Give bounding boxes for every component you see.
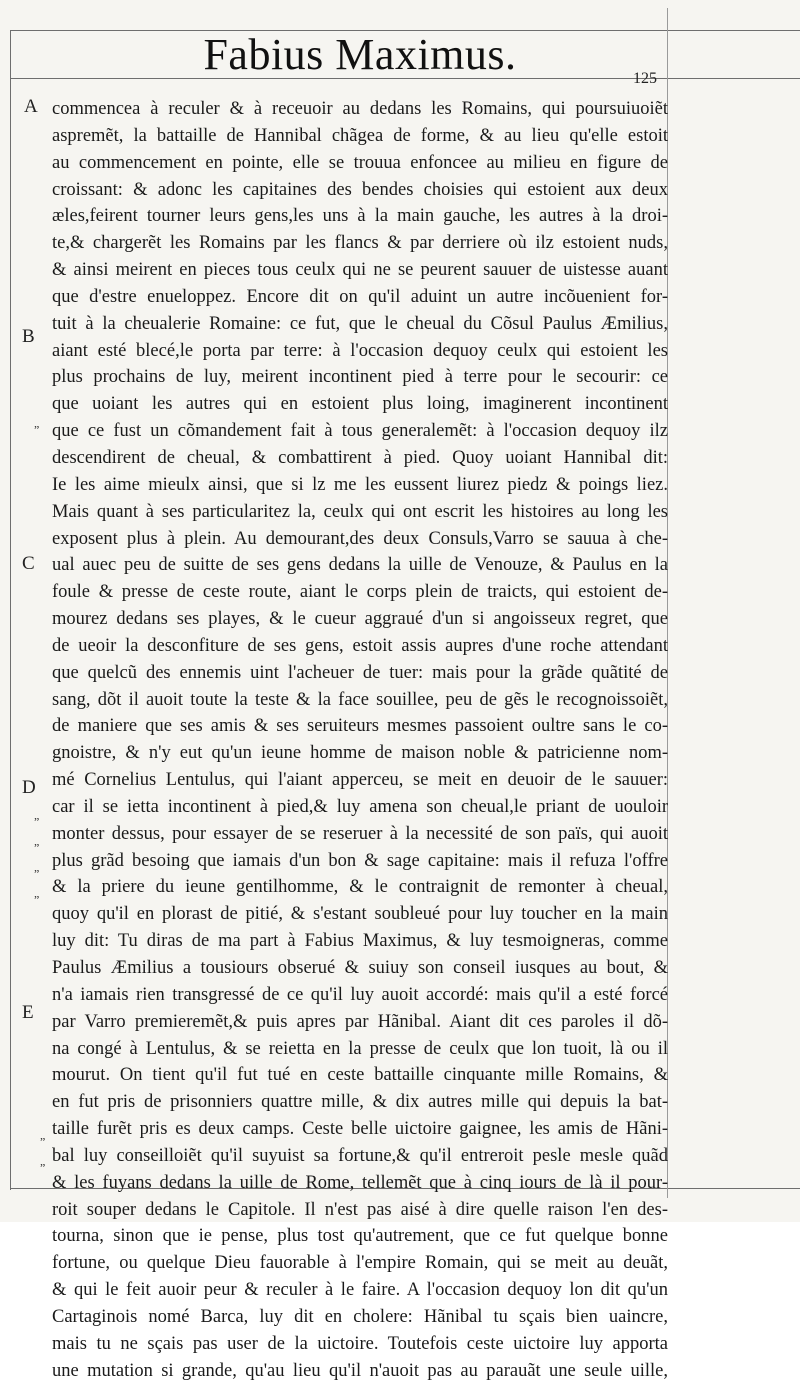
- text-line: aiant esté blecé,le porta par terre: à l'occasion dequoy ceulx qui estoient les: [52, 340, 668, 361]
- text-line: au commencement en pointe, elle se trouua enfoncee au milieu en figure de: [52, 152, 668, 173]
- text-line: que uoiant les autres qui en estoient plus loing, imaginerent incontinent: [52, 394, 668, 415]
- text-line: fortune, ou quelque Dieu fauorable à l'empire Romain, qui se meit au deuãt,: [52, 1253, 668, 1274]
- left-margin-rule: [10, 30, 11, 1190]
- quote-mark: „: [40, 1128, 45, 1142]
- text-line: & qui le feit auoir peur & reculer à le faire. A l'occasion dequoy lon dit qu'un: [52, 1280, 668, 1301]
- section-marker-d: D: [22, 777, 36, 798]
- text-line: te,& chargerẽt les Romains par les flancs & par derriere où ilz estoient nuds,: [52, 233, 668, 254]
- text-line: na congé à Lentulus, & se reietta en la presse de ceulx que lon tuoit, là ou il: [52, 1038, 668, 1059]
- quote-mark: „: [34, 808, 39, 822]
- text-line: aspremẽt, la battaille de Hannibal chãgea de forme, & au lieu qu'elle estoit: [52, 125, 668, 146]
- text-line: mourut. On tient qu'il fut tué en ceste battaille cinquante mille Romains, &: [52, 1065, 668, 1086]
- text-line: roit souper dedans le Capitole. Il n'est pas aisé à dire quelle raison l'en des-: [52, 1199, 668, 1220]
- text-line: Mais quant à ses particularitez la, ceulx qui ont escrit les histoires au long les: [52, 501, 668, 522]
- text-line: une mutation si grande, qu'au lieu qu'il n'auoit pas au parauãt une seule uille,: [52, 1360, 668, 1381]
- text-line: en fut pris de prisonniers quattre mille, & dix autres mille qui depuis la bat-: [52, 1092, 668, 1113]
- text-line: tourna, sinon que ie pense, plus tost qu'autrement, que ce fut quelque bonne: [52, 1226, 668, 1247]
- text-line: mais tu ne sçais pas user de la uictoire. Toutefois ceste uictoire luy apporta: [52, 1333, 668, 1354]
- body-text: [52, 96, 668, 1385]
- text-line: de ueoir la desconfiture de ses gens, estoit assis aupres d'une roche attendant: [52, 635, 668, 656]
- text-line: & les fuyans dedans la uille de Rome, tellemẽt que à cinq iours de là il pour-: [52, 1172, 668, 1193]
- text-line: car il se ietta incontinent à pied,& luy amena son cheual,le priant de uouloir: [52, 796, 668, 817]
- section-marker-e: E: [22, 1002, 34, 1023]
- page-number: 125: [633, 70, 657, 87]
- section-marker-c: C: [22, 553, 35, 574]
- running-title: Fabius Maximus.: [203, 30, 517, 79]
- text-line: foule & presse de ceste route, aiant le corps plein de traicts, qui estoient de-: [52, 582, 668, 603]
- text-line: que quelcũ des ennemis uint l'acheuer de tuer: mais pour la grãde quãtité de: [52, 662, 668, 683]
- text-line: que d'estre enueloppez. Encore dit on qu'il aduint un autre incõuenient for-: [52, 286, 668, 307]
- text-line: plus grãd besoing que iamais d'un bon & sage capitaine: mais il refuza l'offre: [52, 850, 668, 871]
- text-line: taille furẽt pris es deux camps. Ceste belle uictoire gaignee, les amis de Hãni-: [52, 1119, 668, 1140]
- text-line: luy dit: Tu diras de ma part à Fabius Maximus, & luy tesmoigneras, comme: [52, 931, 668, 952]
- text-line: exposent plus à plein. Au demourant,des deux Consuls,Varro se sauua à che-: [52, 528, 668, 549]
- text-line: par Varro premieremẽt,& puis apres par Hãnibal. Aiant dit ces paroles il dõ-: [52, 1011, 668, 1032]
- quote-mark: „: [34, 834, 39, 848]
- text-line: Cartaginois nomé Barca, luy dit en cholere: Hãnibal tu sçais bien uaincre,: [52, 1306, 668, 1327]
- text-line: monter dessus, pour essayer de se reseruer à la necessité de son païs, qui auoit: [52, 823, 668, 844]
- text-line: & la priere du ieune gentilhomme, & le contraignit de remonter à cheual,: [52, 877, 668, 898]
- text-line: bal luy conseilloiẽt qu'il suyuist sa fortune,& qu'il entreroit pesle mesle quãd: [52, 1145, 668, 1166]
- text-line: mourez dedans ses playes, & le cueur aggraué d'un si angoisseux regret, que: [52, 609, 668, 630]
- quote-mark: „: [40, 1154, 45, 1168]
- text-line: gnoistre, & n'y eut qu'un ieune homme de maison noble & patricienne nom-: [52, 743, 668, 764]
- text-line: ual auec peu de suitte de ses gens dedans la uille de Venouze, & Paulus en la: [52, 555, 668, 576]
- text-line: de maniere que ses amis & ses seruiteurs mesmes passoient oultre sans le co-: [52, 716, 668, 737]
- text-line: mé Cornelius Lentulus, qui l'aiant apperceu, se meit en deuoir de le sauuer:: [52, 770, 668, 791]
- text-line: plus prochains de luy, meirent incontinent pied à terre pour le secourir: ce: [52, 367, 668, 388]
- quote-mark: „: [34, 886, 39, 900]
- section-marker-b: B: [22, 326, 35, 347]
- text-line: croissant: & adonc les capitaines des bendes choisies qui estoient aux deux: [52, 179, 668, 200]
- text-line: & ainsi meirent en pieces tous ceulx qui ne se peurent sauuer de uistesse auant: [52, 260, 668, 281]
- text-line: Paulus Æmilius a tousiours obserué & suiuy son conseil iusques au bout, &: [52, 958, 668, 978]
- text-line: quoy qu'il en plorast de pitié, & s'estant soubleué pour luy toucher en la main: [52, 904, 668, 925]
- text-line: n'a iamais rien transgressé de ce qu'il luy auoit accordé: mais qu'il a esté forcé: [52, 984, 668, 1005]
- text-line: que ce fust un cõmandement fait à tous generalemẽt: à l'occasion dequoy ilz: [52, 421, 668, 442]
- section-marker-a: A: [24, 96, 38, 117]
- text-line: æles,feirent tourner leurs gens,les uns à la main gauche, les autres à la droi-: [52, 206, 668, 227]
- text-line: commencea à reculer & à receuoir au dedans les Romains, qui poursuiuoiẽt: [52, 99, 668, 119]
- text-line: descendirent de cheual, & combattirent à pied. Quoy uoiant Hannibal dit:: [52, 447, 668, 468]
- text-line: Ie les aime mieulx ainsi, que si lz me les eussent liurez piedz & poings liez.: [52, 474, 668, 495]
- text-line: tuit à la cheualerie Romaine: ce fut, que le cheual du Cõsul Paulus Æmilius,: [52, 313, 668, 334]
- text-line: sang, dõt il auoit toute la teste & la face souillee, peu de gẽs le recognoissoiẽt,: [52, 689, 668, 710]
- quote-mark: „: [34, 860, 39, 874]
- quote-mark: „: [34, 416, 39, 430]
